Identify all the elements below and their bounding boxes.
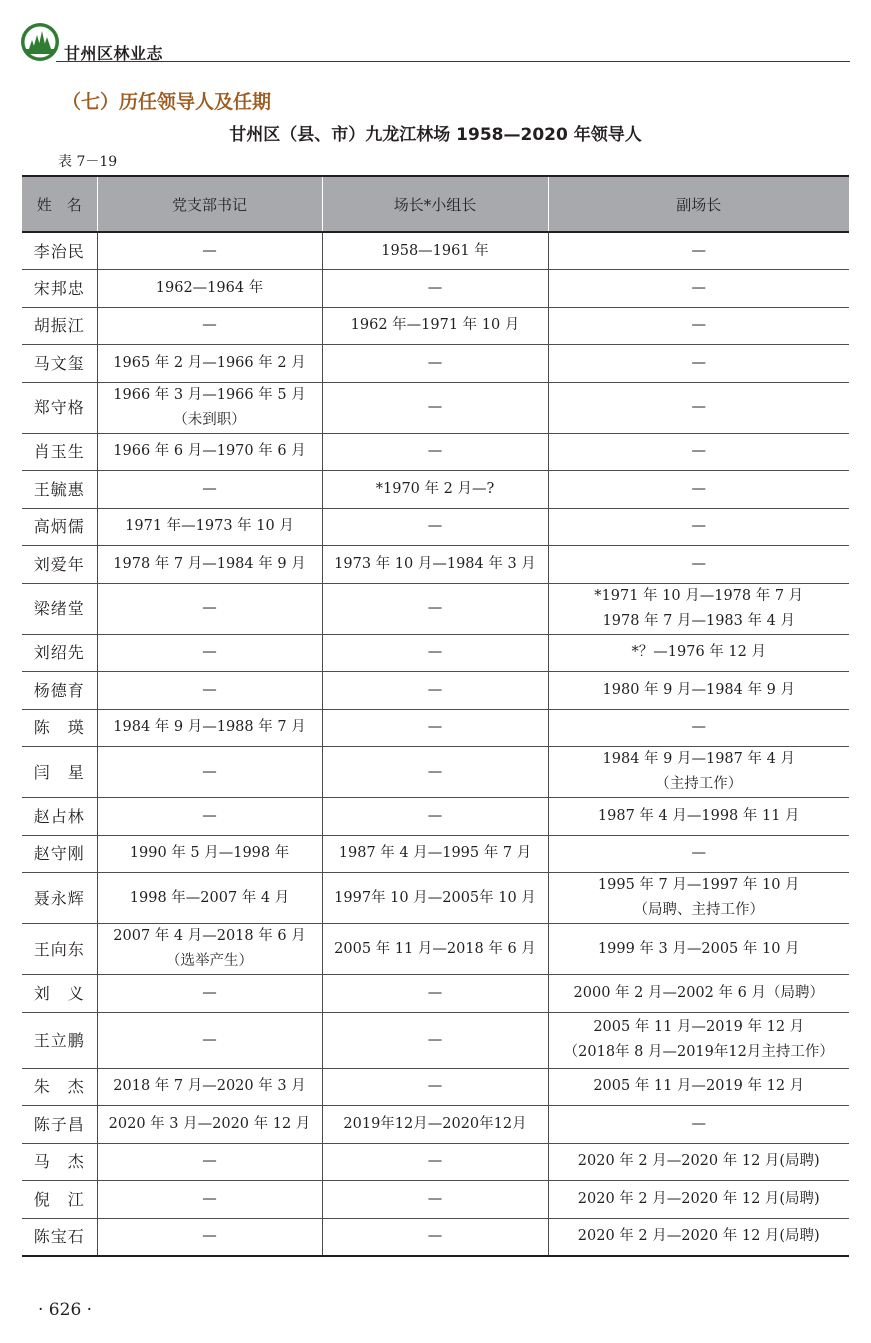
deputy-term-cell [548,433,849,471]
leader-name: 刘 义 [22,975,97,1013]
deputy-term-line: 1978 年 7 月—1983 年 4 月 [602,612,795,629]
table-row [22,583,849,634]
secretary-term-line: 1966 年 3 月—1966 年 5 月 [113,386,306,403]
director-term-line: 1958—1961 年 [381,242,489,259]
secretary-term-line: — [202,480,217,497]
leader-name: 高炳儒 [22,508,97,546]
secretary-term-cell [97,1143,322,1181]
director-term-line: — [427,984,443,1001]
director-term-line: 2019年12月—2020年12月 [343,1115,527,1132]
table-body [22,232,849,1256]
deputy-term-line: — [691,242,706,259]
director-term-line: — [427,1031,443,1048]
leader-name: 李治民 [22,232,97,270]
leader-name: 胡振江 [22,307,97,345]
director-term-cell [322,546,548,584]
leader-name: 肖玉生 [22,433,97,471]
table-row [22,382,849,433]
deputy-term-line: 2020 年 2 月—2020 年 12 月(局聘) [577,1190,820,1207]
deputy-term-cell [548,508,849,546]
secretary-term-cell [97,975,322,1013]
secretary-term-cell [97,232,322,270]
leaders-table [22,175,849,1257]
book-title: 甘州区林业志 [64,44,164,63]
secretary-term-cell [97,1106,322,1144]
secretary-term-cell [97,798,322,836]
table-row [22,709,849,747]
leader-name: 梁绪堂 [22,583,97,634]
leader-name: 刘绍先 [22,634,97,672]
deputy-term-line: 2000 年 2 月—2002 年 6 月（局聘） [573,984,824,1001]
secretary-term-line: — [202,763,217,780]
secretary-term-cell [97,307,322,345]
secretary-term-cell [97,709,322,747]
section-heading: （七）历任领导人及任期 [62,91,272,113]
column-header-deputy: 副场长 [548,176,849,232]
page-number: · 626 · [38,1300,93,1320]
leader-name: 赵占林 [22,798,97,836]
secretary-term-line: 1990 年 5 月—1998 年 [129,845,290,862]
director-term-cell [322,232,548,270]
secretary-term-line: 1966 年 6 月—1970 年 6 月 [113,443,306,460]
director-term-line: — [427,763,443,780]
table-row [22,798,849,836]
secretary-term-line: 2018 年 7 月—2020 年 3 月 [113,1078,306,1095]
table-row [22,975,849,1013]
deputy-term-cell [548,798,849,836]
secretary-term-cell [97,924,322,975]
secretary-term-line: — [202,1153,217,1170]
header-rule [56,61,850,62]
director-term-line: — [427,807,443,824]
secretary-term-line: 1971 年—1973 年 10 月 [125,518,294,535]
deputy-term-line: — [691,518,706,535]
director-term-line: — [427,443,443,460]
deputy-term-line: 2005 年 11 月—2019 年 12 月 [593,1019,805,1035]
deputy-term-line: 1987 年 4 月—1998 年 11 月 [597,807,800,824]
secretary-term-line: — [202,242,217,259]
deputy-term-cell [548,270,849,308]
director-term-line: — [427,1078,443,1095]
table-row [22,1068,849,1106]
secretary-term-cell [97,672,322,710]
table-row [22,270,849,308]
deputy-term-line: 2020 年 2 月—2020 年 12 月(局聘) [577,1153,820,1170]
director-term-line: 1987 年 4 月—1995 年 7 月 [338,845,532,862]
leader-name: 马 杰 [22,1143,97,1181]
leader-name: 刘爱年 [22,546,97,584]
deputy-term-cell [548,975,849,1013]
director-term-cell [322,1068,548,1106]
deputy-term-line: — [691,354,706,371]
secretary-term-line: — [202,317,217,334]
deputy-term-line: — [691,279,706,296]
director-term-cell [322,924,548,975]
table-row [22,835,849,873]
table-row [22,924,849,975]
secretary-term-cell [97,1012,322,1068]
secretary-term-cell [97,345,322,383]
deputy-term-line: 1995 年 7 月—1997 年 10 月 [597,877,800,893]
deputy-term-line: — [691,719,706,736]
secretary-term-cell [97,471,322,509]
director-term-line: 2005 年 11 月—2018 年 6 月 [334,940,536,957]
column-header-director: 场长*小组长 [322,176,548,232]
secretary-term-cell [97,1181,322,1219]
director-term-cell [322,270,548,308]
table-row [22,873,849,924]
director-term-line: — [427,354,443,371]
leader-name: 陈宝石 [22,1218,97,1256]
deputy-term-cell [548,634,849,672]
deputy-term-line: 1984 年 9 月—1987 年 4 月 [602,751,795,767]
leader-name: 倪 江 [22,1181,97,1219]
director-term-line: — [427,1153,443,1170]
director-term-cell [322,1143,548,1181]
deputy-term-line: — [691,317,706,334]
deputy-term-line: *1971 年 10 月—1978 年 7 月 [594,587,804,604]
deputy-term-line: — [691,443,706,460]
table-row [22,471,849,509]
deputy-term-cell [548,307,849,345]
table-row [22,634,849,672]
table-row [22,508,849,546]
deputy-term-line: — [691,399,706,415]
table-row [22,433,849,471]
director-term-cell [322,433,548,471]
director-term-cell [322,1012,548,1068]
director-term-cell [322,672,548,710]
leader-name: 王毓惠 [22,471,97,509]
leader-name: 宋邦忠 [22,270,97,308]
deputy-term-line: *？—1976 年 12 月 [631,644,766,661]
director-term-cell [322,345,548,383]
director-term-line: 1962 年—1971 年 10 月 [350,317,520,334]
director-term-cell [322,307,548,345]
table-row [22,1106,849,1144]
director-term-line: — [427,399,443,415]
page-header [20,20,850,64]
secretary-term-line: （未到职） [173,411,246,428]
deputy-term-line: 1999 年 3 月—2005 年 10 月 [597,940,800,957]
forest-logo-icon [20,22,60,62]
deputy-term-cell [548,382,849,433]
leader-name: 赵守刚 [22,835,97,873]
table-row [22,345,849,383]
director-term-cell [322,382,548,433]
secretary-term-line: — [202,1031,217,1048]
column-header-secretary: 党支部书记 [97,176,322,232]
deputy-term-cell [548,924,849,975]
secretary-term-line: — [202,807,217,824]
secretary-term-cell [97,433,322,471]
director-term-cell [322,798,548,836]
director-term-cell [322,1106,548,1144]
leader-name: 王向东 [22,924,97,975]
director-term-cell [322,975,548,1013]
table-row [22,1012,849,1068]
deputy-term-line: — [691,845,706,862]
secretary-term-line: 1978 年 7 月—1984 年 9 月 [113,555,306,572]
secretary-term-line: — [202,644,217,661]
secretary-term-line: 1984 年 9 月—1988 年 7 月 [113,719,306,736]
deputy-term-cell [548,747,849,798]
director-term-cell [322,508,548,546]
deputy-term-cell [548,835,849,873]
leader-name: 陈子昌 [22,1106,97,1144]
secretary-term-cell [97,508,322,546]
table-row [22,1181,849,1219]
director-term-line: — [427,279,443,296]
deputy-term-cell [548,1181,849,1219]
secretary-term-cell [97,270,322,308]
table-row [22,672,849,710]
secretary-term-cell [97,747,322,798]
deputy-term-cell [548,232,849,270]
secretary-term-line: 1998 年—2007 年 4 月 [129,889,290,906]
table-row [22,232,849,270]
director-term-line: — [427,719,443,736]
deputy-term-line: 2005 年 11 月—2019 年 12 月 [593,1078,805,1095]
secretary-term-cell [97,634,322,672]
deputy-term-cell [548,546,849,584]
table-header-row [22,176,849,232]
director-term-line: — [427,518,443,535]
leader-name: 朱 杰 [22,1068,97,1106]
deputy-term-line: — [691,1115,706,1132]
deputy-term-cell [548,1218,849,1256]
deputy-term-cell [548,471,849,509]
director-term-line: 1997年 10 月—2005年 10 月 [334,889,536,906]
secretary-term-line: 2007 年 4 月—2018 年 6 月 [113,928,306,944]
director-term-line: 1973 年 10 月—1984 年 3 月 [334,555,536,572]
table-row [22,1143,849,1181]
secretary-term-cell [97,382,322,433]
column-header-name: 姓 名 [22,176,97,232]
director-term-line: — [427,644,443,661]
director-term-cell [322,583,548,634]
leader-name: 聂永辉 [22,873,97,924]
director-term-cell [322,1218,548,1256]
deputy-term-cell [548,873,849,924]
director-term-cell [322,835,548,873]
secretary-term-line: — [202,1190,217,1207]
secretary-term-cell [97,1218,322,1256]
leader-name: 闫 星 [22,747,97,798]
deputy-term-cell [548,583,849,634]
table-row [22,307,849,345]
deputy-term-cell [548,1012,849,1068]
director-term-cell [322,634,548,672]
secretary-term-line: 2020 年 3 月—2020 年 12 月 [108,1115,311,1132]
deputy-term-cell [548,709,849,747]
leader-name: 马文玺 [22,345,97,383]
deputy-term-cell [548,672,849,710]
deputy-term-line: （局聘、主持工作） [633,902,764,918]
secretary-term-line: （选举产生） [166,953,253,969]
secretary-term-line: 1965 年 2 月—1966 年 2 月 [113,354,306,371]
leader-name: 王立鹏 [22,1012,97,1068]
deputy-term-cell [548,1143,849,1181]
secretary-term-cell [97,873,322,924]
secretary-term-line: — [202,681,217,698]
director-term-cell [322,471,548,509]
leader-name: 郑守格 [22,382,97,433]
director-term-cell [322,873,548,924]
deputy-term-cell [548,1106,849,1144]
secretary-term-line: 1962—1964 年 [155,279,264,296]
deputy-term-line: 2020 年 2 月—2020 年 12 月(局聘) [577,1228,820,1244]
secretary-term-cell [97,835,322,873]
deputy-term-cell [548,1068,849,1106]
leader-name: 陈 瑛 [22,709,97,747]
table-row [22,546,849,584]
table-row [22,1218,849,1256]
secretary-term-line: — [202,1228,217,1244]
director-term-cell [322,1181,548,1219]
director-term-line: — [427,600,443,616]
director-term-line: — [427,1228,443,1244]
deputy-term-line: 1980 年 9 月—1984 年 9 月 [602,681,795,698]
secretary-term-line: — [202,984,217,1001]
director-term-cell [322,747,548,798]
secretary-term-cell [97,546,322,584]
director-term-cell [322,709,548,747]
secretary-term-cell [97,583,322,634]
director-term-line: — [427,681,443,698]
director-term-line: *1970 年 2 月—? [375,480,495,497]
deputy-term-line: — [691,555,706,572]
secretary-term-line: — [202,600,217,616]
table-row [22,747,849,798]
director-term-line: — [427,1190,443,1207]
deputy-term-cell [548,345,849,383]
secretary-term-cell [97,1068,322,1106]
deputy-term-line: — [691,480,706,497]
table-number: 表 7－19 [58,154,118,170]
deputy-term-line: （2018年 8 月—2019年12月主持工作） [563,1044,834,1060]
leader-name: 杨德育 [22,672,97,710]
deputy-term-line: （主持工作） [655,776,743,792]
table-title: 甘州区（县、市）九龙江林场 1958—2020 年领导人 [229,125,642,145]
